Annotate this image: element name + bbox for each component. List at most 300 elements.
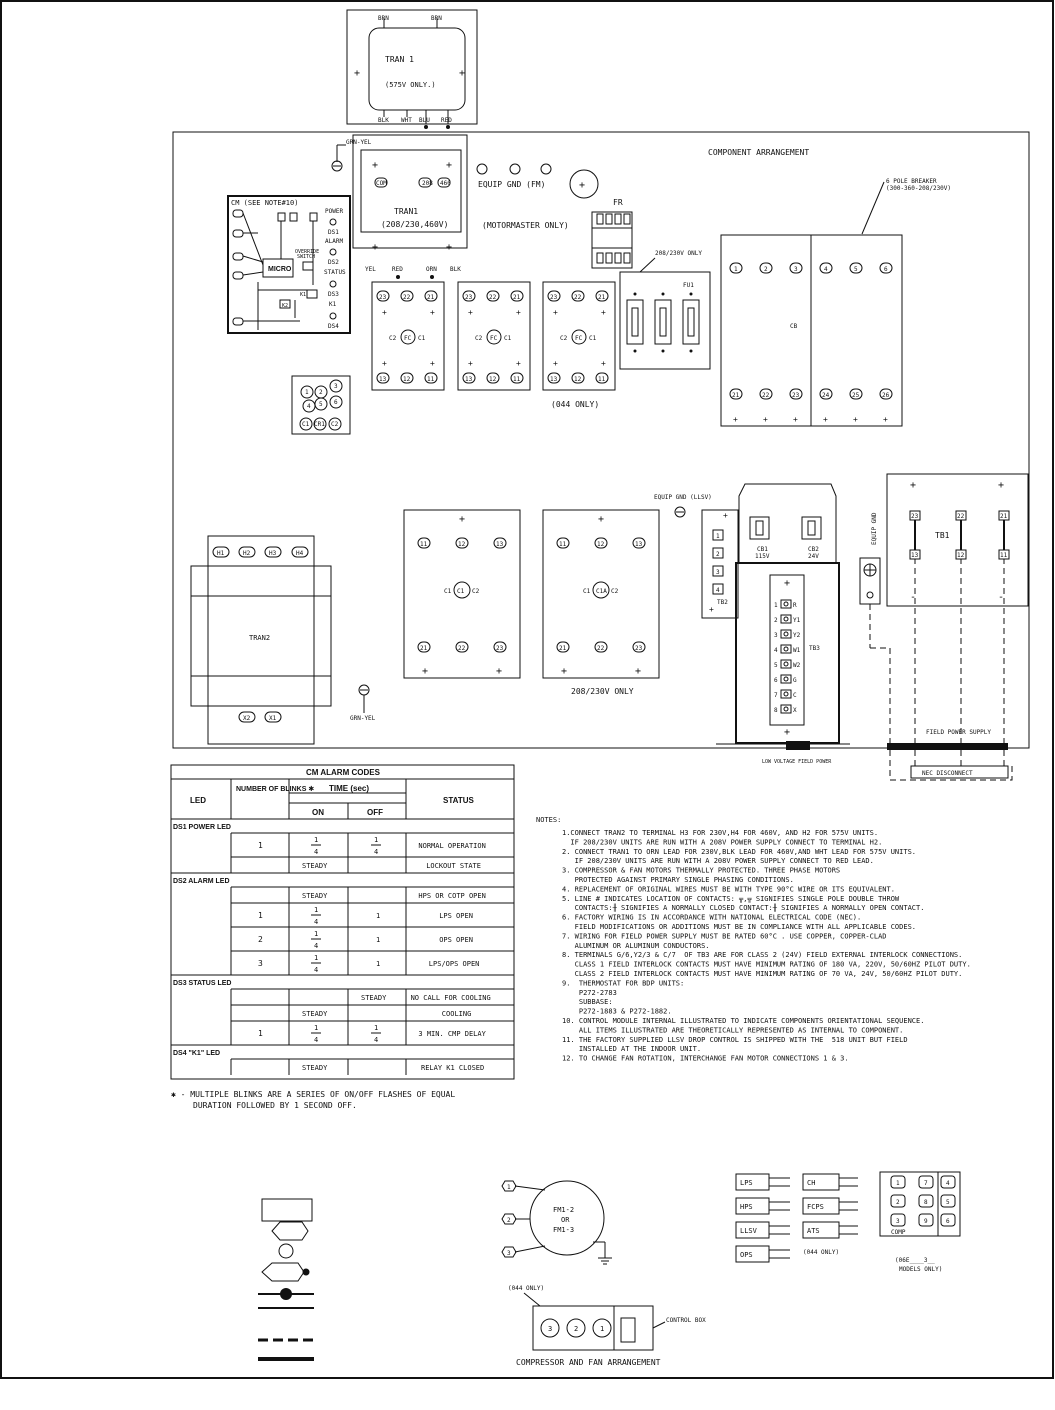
svg-text:+: + — [372, 160, 379, 171]
switch-legend — [736, 1174, 858, 1262]
svg-text:+: + — [784, 727, 791, 738]
fraction-denominator: 4 — [374, 848, 379, 856]
small-contactor-bot-12-label: 12 — [574, 376, 582, 383]
comp-pin-label: 8 — [924, 1199, 928, 1206]
tran1-575v — [347, 10, 477, 129]
c1a-bot-21-label: 21 — [559, 645, 567, 652]
cb-top-4-label: 4 — [824, 266, 828, 273]
tb1-terminals — [910, 511, 1009, 559]
switch-label: OPS — [740, 1251, 753, 1259]
coil-label: FC — [490, 335, 498, 342]
comp-pin-label: 9 — [924, 1218, 928, 1225]
comp-pin-label: 3 — [896, 1218, 900, 1225]
cr1-pin-label: 3 — [334, 383, 338, 390]
tb3-terminal — [781, 705, 791, 713]
tb1-top-label: 22 — [957, 513, 965, 520]
note-line: CLASS 2 FIELD INTERLOCK CONTACTS MUST HAVE MINIMUM RATING OF 70 VA, 24V, 50/60HZ PILOT DUTY. — [562, 970, 963, 978]
fraction-numerator: 1 — [374, 836, 379, 844]
alarm-blinks: 1 — [258, 911, 263, 920]
c1-top-12-label: 12 — [458, 541, 466, 548]
fraction-denominator: 4 — [314, 848, 319, 856]
c1-bot-21-label: 21 — [420, 645, 428, 652]
tran1-lead-red2: RED — [392, 266, 403, 273]
small-contactor-bot-11-label: 11 — [427, 376, 435, 383]
cb-bot-26-label: 26 — [882, 392, 890, 399]
small-contactor-bot-11-label: 11 — [598, 376, 606, 383]
tran2-X2-label: X2 — [243, 715, 251, 722]
small-contactor-bot-13-label: 13 — [465, 376, 473, 383]
comp-grid-pins — [891, 1176, 955, 1226]
legend-symbols — [258, 1199, 314, 1359]
fan-relay-motormaster — [482, 198, 632, 268]
c1-top-11-label: 11 — [420, 541, 428, 548]
tb2-terminal-label: 2 — [716, 551, 720, 558]
arrangement-label: COMPRESSOR AND FAN ARRANGEMENT — [516, 1358, 661, 1367]
motor-pin-label: 1 — [507, 1184, 511, 1191]
fraction-denominator: 4 — [314, 918, 319, 926]
fraction-denominator: 4 — [314, 966, 319, 974]
plus-icon: + — [468, 308, 473, 317]
coil-label: C2 — [611, 588, 619, 595]
alarm-group-name: DS3 STATUS LED — [173, 980, 232, 987]
alarm-status: NO CALL FOR COOLING — [410, 994, 491, 1002]
tb3-terminal — [781, 630, 791, 638]
note-line: 2. CONNECT TRAN1 TO ORN LEAD FOR 230V,BLK LEAD FOR 460V,AND WHT LEAD FOR 575V UNITS. — [562, 847, 917, 856]
small-contactor-top-22-label: 22 — [574, 294, 582, 301]
motor-name: FM1-2 — [553, 1206, 575, 1214]
plus-icon: + — [598, 514, 605, 525]
compressor-pin-label: 3 — [548, 1325, 553, 1333]
fraction-numerator: 1 — [314, 1024, 319, 1032]
tran1-lead-yel: YEL — [365, 266, 376, 273]
cr1-pin-label: C2 — [331, 421, 339, 428]
coil-label: C1 — [504, 335, 512, 342]
small-contactor-top-22-label: 22 — [403, 294, 411, 301]
led-icon — [330, 281, 336, 287]
alarm-off: 1 — [376, 912, 381, 920]
tb3-row-number: 4 — [774, 647, 778, 654]
col-led-header: LED — [190, 796, 206, 805]
tb3-row-number: 6 — [774, 677, 778, 684]
alarm-blinks: 1 — [258, 841, 263, 850]
small-contactor-bot-12-label: 12 — [403, 376, 411, 383]
breaker-label: 6 POLE BREAKER — [886, 178, 937, 185]
ground-screw-icon — [541, 164, 551, 174]
terminal-block-tb2 — [702, 510, 738, 618]
plus-icon: + — [430, 308, 435, 317]
tran2-H1-label: H1 — [217, 550, 225, 557]
models-label-2: MODELS ONLY) — [899, 1266, 943, 1273]
tran2 — [191, 536, 331, 744]
svg-text:+: + — [446, 160, 453, 171]
comp-pin-label: 7 — [924, 1180, 928, 1187]
fu-only-label: 208/230V ONLY — [655, 250, 702, 257]
tb1-top-label: 23 — [911, 513, 919, 520]
motor-pin-label: 2 — [507, 1217, 511, 1224]
coil-label: C1 — [444, 588, 452, 595]
tran1-lead-blu: BLU — [419, 117, 430, 124]
low-voltage-label: LOW VOLTAGE FIELD POWER — [762, 759, 832, 765]
plus-icon: + — [516, 308, 521, 317]
alarm-off: 1 — [376, 936, 381, 944]
ground-grn-yel — [332, 139, 372, 171]
note-line: P272-2783 — [562, 988, 617, 997]
cb-bot-25-label: 25 — [852, 392, 860, 399]
tb2-terminal-label: 1 — [716, 533, 720, 540]
tb3-terminal — [781, 645, 791, 653]
led-icon — [330, 219, 336, 225]
cm-micro-label: MICRO — [268, 266, 292, 273]
note-line: 10. CONTROL MODULE INTERNAL ILLUSTRATED TO INDICATE COMPONENTS ORIENTATIONAL SEQUENCE. — [562, 1017, 925, 1025]
tb3-terminal-label: W1 — [793, 647, 801, 654]
tb3-label: TB3 — [809, 645, 820, 652]
plus-icon: + — [459, 514, 466, 525]
equip-gnd-fm — [477, 164, 551, 189]
tb3-terminal-label: X — [793, 707, 797, 714]
tb3-terminal-label: Y1 — [793, 617, 801, 624]
note-line: ALUMINUM OR ALUMINUM CONDUCTORS. — [562, 941, 710, 950]
only-208-label: 208/230V ONLY — [571, 687, 634, 696]
panel-title: COMPONENT ARRANGEMENT — [708, 148, 810, 157]
fuse-block-fu1 — [620, 250, 710, 369]
small-contactor-top-23-label: 23 — [465, 294, 473, 301]
alarm-on: STEADY — [302, 862, 328, 870]
fraction-numerator: 1 — [314, 954, 319, 962]
fan-motor — [515, 1181, 612, 1264]
led-ds3-label: DS3 — [328, 291, 339, 298]
col-time-header: TIME (sec) — [329, 784, 370, 793]
plus-icon: + — [561, 666, 568, 677]
cr1-pin-label: 5 — [319, 401, 323, 408]
note-line: 12. TO CHANGE FAN ROTATION, INTERCHANGE FAN MOTOR CONNECTIONS 1 & 3. — [562, 1054, 849, 1063]
note-line: 9. THERMOSTAT FOR BDP UNITS: — [562, 979, 685, 988]
note-line: 7. WIRING FOR FIELD POWER SUPPLY MUST BE RATED 60°C . USE COPPER, COPPER-CLAD — [562, 932, 887, 941]
led-status-label: STATUS — [324, 269, 346, 276]
note-line: 8. TERMINALS G/6,Y2/3 & C/7 OF TB3 ARE FOR CLASS 2 (24V) FIELD EXTERNAL INTERLOCK CONNECTIONS. — [562, 951, 963, 960]
svg-text:-: - — [910, 592, 917, 603]
coil-label: C2 — [472, 588, 480, 595]
svg-text:+: + — [446, 242, 453, 253]
svg-text:-: - — [998, 592, 1005, 603]
small-contactor-bot-13-label: 13 — [379, 376, 387, 383]
notes-title: NOTES: — [536, 816, 562, 824]
alarm-on: STEADY — [302, 1064, 328, 1072]
field-power-supply — [887, 729, 1012, 780]
tran2-H3-label: H3 — [269, 550, 277, 557]
cr1-pin-label: 1 — [305, 389, 309, 396]
models-label-1: (06E____3__ — [895, 1257, 935, 1264]
control-box-tb3 — [736, 484, 839, 743]
cr1-pins — [300, 380, 342, 430]
comp-pin-label: 5 — [946, 1199, 950, 1206]
equip-gnd-label: EQUIP GND — [871, 512, 878, 545]
led-icon — [330, 249, 336, 255]
plus-icon: + — [516, 359, 521, 368]
tran1-lead-blk2: BLK — [450, 266, 461, 273]
alarm-status: NORMAL OPERATION — [418, 842, 486, 850]
plus-icon: + — [382, 359, 387, 368]
tran2-H4-label: H4 — [296, 550, 304, 557]
compressor-pin-label: 2 — [574, 1325, 579, 1333]
tran2-H2-label: H2 — [243, 550, 251, 557]
motormaster-label: (MOTORMASTER ONLY) — [482, 221, 569, 230]
tb3-terminal — [781, 660, 791, 668]
small-contactor-top-21-label: 21 — [513, 294, 521, 301]
coil-label: C2 — [475, 335, 483, 342]
tran1-lead-brn-2: BRN — [431, 15, 442, 22]
six-pole-breaker — [721, 178, 951, 426]
fu1-label: FU1 — [683, 282, 694, 289]
comp-pin-label: 6 — [946, 1218, 950, 1225]
led-ds4-label: DS4 — [328, 323, 339, 330]
switch-label: ATS — [807, 1227, 820, 1235]
note-line: IF 208/230V UNITS ARE RUN WITH A 208V POWER SUPPLY CONNECT TO RED LEAD. — [562, 857, 874, 866]
c1a-top-12-label: 12 — [597, 541, 605, 548]
tb3-row-number: 2 — [774, 617, 778, 624]
fraction-numerator: 1 — [374, 1024, 379, 1032]
note-line: 1.CONNECT TRAN2 TO TERMINAL H3 FOR 230V,H4 FOR 460V, AND H2 FOR 575V UNITS. — [562, 829, 879, 837]
ground-screw-icon — [477, 164, 487, 174]
alarm-blinks: 3 — [258, 959, 263, 968]
c1-bot-22-label: 22 — [458, 645, 466, 652]
c1-top-13-label: 13 — [496, 541, 504, 548]
large-contactors — [404, 510, 659, 678]
note-line: INSTALLED AT THE INDOOR UNIT. — [562, 1045, 702, 1054]
small-contactor-bot-12-label: 12 — [489, 376, 497, 383]
switch-only-044-label: (044 ONLY) — [803, 1249, 840, 1256]
cb1-voltage: 115V — [755, 553, 770, 560]
tran1-main-voltage: (208/230,460V) — [381, 220, 449, 229]
led-power-label: POWER — [325, 208, 344, 215]
coil-label: FC — [575, 335, 583, 342]
c1a-top-13-label: 13 — [635, 541, 643, 548]
ground-grn-yel-2 — [350, 685, 376, 722]
svg-text:SWITCH: SWITCH — [297, 254, 316, 260]
svg-text:+: + — [784, 578, 791, 589]
plus-icon: + — [853, 415, 858, 424]
plus-icon: + — [601, 308, 606, 317]
tran1-lead-orn: ORN — [426, 266, 437, 273]
plus-icon: + — [601, 359, 606, 368]
note-line: 5. LINE # INDICATES LOCATION OF CONTACTS: ╦,╦ SIGNIFIES SINGLE POLE DOUBLE THROW — [562, 894, 900, 903]
switch-label: LLSV — [740, 1227, 757, 1235]
tran1-lead-red: RED — [441, 117, 452, 124]
cm-title: CM (SEE NOTE#10) — [231, 199, 299, 207]
fraction-numerator: 1 — [314, 836, 319, 844]
tran2-X1-label: X1 — [269, 715, 277, 722]
tb3-row-number: 3 — [774, 632, 778, 639]
cb2-label: CB2 — [808, 546, 819, 553]
plus-icon: + — [635, 666, 642, 677]
cb-label: CB — [790, 323, 798, 330]
tb3-terminal-label: W2 — [793, 662, 801, 669]
cb2-voltage: 24V — [808, 553, 819, 560]
small-contactor-top-22-label: 22 — [489, 294, 497, 301]
alarm-status: HPS OR COTP OPEN — [418, 892, 486, 900]
alarm-off: STEADY — [361, 994, 387, 1002]
tran1-lead-wht: WHT — [401, 117, 412, 124]
coil-label: FC — [404, 335, 412, 342]
plus-icon: + — [354, 68, 361, 79]
comp-pin-label: 2 — [896, 1199, 900, 1206]
cr1-pin-label: 4 — [307, 403, 311, 410]
plus-icon: + — [459, 68, 466, 79]
tb3-terminal-label: C — [793, 692, 797, 699]
alarm-off: 1 — [376, 960, 381, 968]
alarm-table-rows — [171, 819, 514, 1075]
cb-bot-23-label: 23 — [792, 392, 800, 399]
field-power-label: FIELD POWER SUPPLY — [926, 729, 992, 736]
tran1-main-title: TRAN1 — [394, 207, 419, 216]
breaker-sub-label: (300-360-208/230V) — [886, 185, 952, 192]
tran1-term-460: 460 — [440, 180, 451, 187]
small-contactor-top-21-label: 21 — [598, 294, 606, 301]
compressor-pin-label: 1 — [600, 1325, 605, 1333]
compressor-pins — [541, 1319, 611, 1337]
tb2-terminal-label: 4 — [716, 587, 720, 594]
note-line: P272-1883 & P272-1882. — [562, 1007, 672, 1016]
tran1-lead-brn-1: BRN — [378, 15, 389, 22]
col-blinks-header: NUMBER OF BLINKS ✱ — [236, 786, 315, 793]
tb1-bot-label: 11 — [1000, 552, 1008, 559]
c1a-bot-23-label: 23 — [635, 645, 643, 652]
alarm-blinks: 2 — [258, 935, 263, 944]
alarm-group-name: DS4 "K1" LED — [173, 1050, 221, 1057]
plus-icon: + — [468, 359, 473, 368]
plus-icon: + — [382, 308, 387, 317]
svg-text:+: + — [372, 242, 379, 253]
note-line: SUBBASE: — [562, 998, 613, 1007]
tb3-terminal-label: Y2 — [793, 632, 801, 639]
plus-icon: + — [793, 415, 798, 424]
plus-icon: + — [763, 415, 768, 424]
control-box-label: CONTROL BOX — [666, 1317, 706, 1324]
cr1-pin-label: C1 — [302, 421, 310, 428]
switch-label: LPS — [740, 1179, 753, 1187]
fraction-denominator: 4 — [314, 1036, 319, 1044]
note-line: CLASS 1 FIELD INTERLOCK CONTACTS MUST HAVE MINIMUM RATING OF 180 VA, 220V, 50/60HZ PILOT DUTY. — [562, 960, 971, 969]
comp-pin-label: 1 — [896, 1180, 900, 1187]
note-line: FIELD MODIFICATIONS OR ADDITIONS MUST BE IN COMPLIANCE WITH ALL APPLICABLE CODES. — [562, 923, 917, 931]
tb2-terminal-label: 3 — [716, 569, 720, 576]
alarm-on: STEADY — [302, 892, 328, 900]
splice-hex-icon — [262, 1263, 304, 1281]
relay-k2-label: K2 — [282, 303, 289, 309]
col-on-header: ON — [312, 808, 324, 817]
small-contactor-bot-13-label: 13 — [550, 376, 558, 383]
cb-top-1-label: 1 — [734, 266, 738, 273]
comp-label: COMP — [891, 1229, 906, 1236]
fraction-numerator: 1 — [314, 930, 319, 938]
note-line: ALL ITEMS ILLUSTRATED ARE THEORETICALLY REPRESENTED AS INTERNAL TO COMPONENT. — [562, 1026, 904, 1035]
alarm-status: LOCKOUT STATE — [426, 862, 481, 870]
alarm-blinks: 1 — [258, 1029, 263, 1038]
alarm-status: RELAY K1 CLOSED — [421, 1064, 485, 1072]
tb3-terminal — [781, 600, 791, 608]
col-status-header: STATUS — [443, 796, 474, 805]
tb3-terminal — [781, 615, 791, 623]
cb-top-3-label: 3 — [794, 266, 798, 273]
plus-icon: + — [553, 308, 558, 317]
small-contactor-top-21-label: 21 — [427, 294, 435, 301]
ground-screw-icon — [510, 164, 520, 174]
equip-gnd-llsv-label: EQUIP GND (LLSV) — [654, 494, 712, 501]
note-line: IF 208/230V UNITS ARE RUN WITH A 208V POWER SUPPLY CONNECT TO TERMINAL H2. — [562, 838, 883, 847]
switch-label: HPS — [740, 1203, 753, 1211]
comp-only-044-label: (044 ONLY) — [508, 1285, 545, 1292]
tb3-row-number: 8 — [774, 707, 778, 714]
cb-top-2-label: 2 — [764, 266, 768, 273]
motor-or: OR — [561, 1216, 570, 1224]
note-line: 11. THE FACTORY SUPPLIED LLSV DROP CONTROL IS SHIPPED WITH THE 518 UNIT BUT FIELD — [562, 1035, 908, 1044]
svg-text:+: + — [723, 511, 728, 520]
notes-lines — [562, 829, 971, 1063]
motor-pins — [502, 1181, 516, 1257]
alarm-status: LPS/OPS OPEN — [428, 960, 480, 968]
cb-bot-21-label: 21 — [732, 392, 740, 399]
coil-label: C2 — [560, 335, 568, 342]
cb-top-6-label: 6 — [884, 266, 888, 273]
switch-label: CH — [807, 1179, 816, 1187]
note-line: 4. REPLACEMENT OF ORIGINAL WIRES MUST BE WITH TYPE 90°C WIRE OR ITS EQUIVALENT. — [562, 885, 895, 894]
tb1-bot-label: 12 — [957, 552, 965, 559]
plus-icon: + — [883, 415, 888, 424]
tb3-row-number: 1 — [774, 602, 778, 609]
coil-label: C1 — [418, 335, 426, 342]
note-line: PROTECTED AGAINST PRIMARY SINGLE PHASING CONDITIONS. — [562, 876, 794, 884]
junction-hex-icon — [272, 1222, 308, 1240]
coil-label: C2 — [389, 335, 397, 342]
coil-label: C1 — [589, 335, 597, 342]
alarm-status: LPS OPEN — [439, 912, 473, 920]
plus-icon: + — [422, 666, 429, 677]
note-line: CONTACTS:╫ SIGNIFIES A NORMALLY CLOSED CONTACT:╫ SIGNIFIES A NORMALLY OPEN CONTACT. — [562, 904, 925, 913]
plus-icon: + — [733, 415, 738, 424]
alarm-table-title: CM ALARM CODES — [306, 768, 380, 777]
coil-label: C1A — [596, 588, 607, 595]
tb2-terminals — [713, 530, 723, 594]
cr1-pin-label: 6 — [334, 399, 338, 406]
tb3-terminal-label: G — [793, 677, 797, 684]
terminal-circle-icon — [279, 1244, 293, 1258]
alarm-footnote-1: ✱ - MULTIPLE BLINKS ARE A SERIES OF ON/OFF FLASHES OF EQUAL — [171, 1090, 456, 1099]
equip-gnd-llsv — [654, 494, 712, 517]
small-contactor-top-23-label: 23 — [550, 294, 558, 301]
tb3-row-number: 5 — [774, 662, 778, 669]
note-line: 3. COMPRESSOR & FAN MOTORS THERMALLY PROTECTED. THREE PHASE MOTORS — [562, 866, 841, 875]
tb2-label: TB2 — [717, 599, 728, 606]
equip-gnd-main — [860, 512, 890, 745]
svg-text:+: + — [910, 480, 917, 491]
alarm-group-name: DS2 ALARM LED — [173, 878, 230, 885]
grn-yel-label: GRN-YEL — [346, 139, 372, 146]
fr-label: FR — [613, 198, 623, 207]
tb1-top-label: 21 — [1000, 513, 1008, 520]
tran1-term-com: COM — [376, 180, 387, 187]
alarm-on: STEADY — [302, 1010, 328, 1018]
tb3-terminal-label: R — [793, 602, 797, 609]
led-ds1-label: DS1 — [328, 229, 339, 236]
cb1-label: CB1 — [757, 546, 768, 553]
only-044-label: (044 ONLY) — [551, 400, 600, 409]
tb3-terminals — [774, 600, 801, 714]
svg-text:OVERRIDE: OVERRIDE — [295, 249, 320, 255]
tran1-lead-blk: BLK — [378, 117, 389, 124]
coil-label: C1 — [457, 588, 465, 595]
control-module — [228, 196, 350, 333]
led-icon — [330, 313, 336, 319]
c1a-top-11-label: 11 — [559, 541, 567, 548]
